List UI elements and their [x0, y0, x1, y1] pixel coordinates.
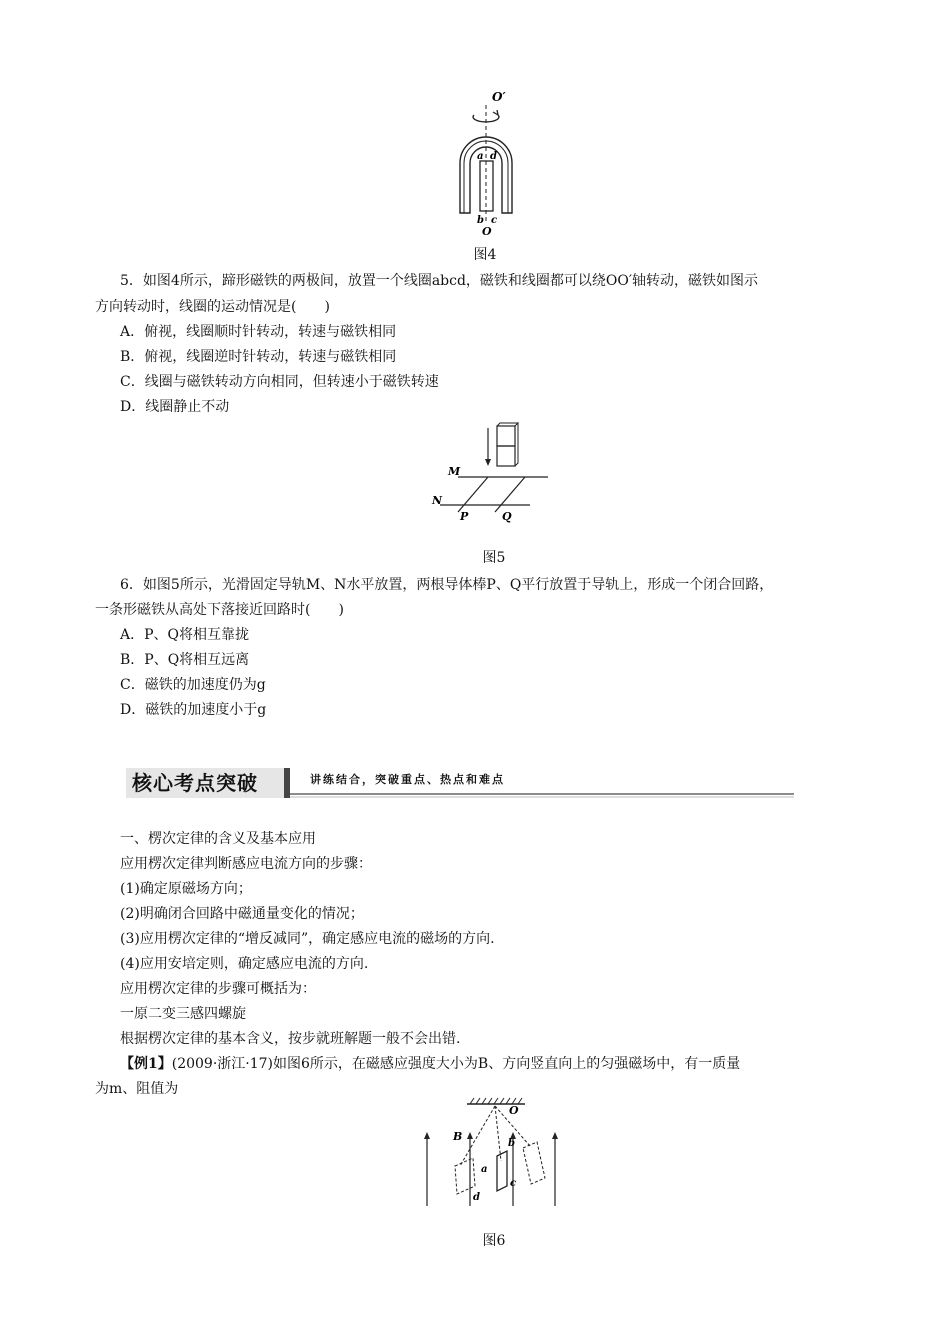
fig5-label-n: N — [432, 494, 443, 507]
fig6-label-c: c — [510, 1178, 517, 1189]
fig4-label-d: d — [490, 151, 497, 162]
section-step-2: (2)明确闭合回路中磁通量变化的情况； — [120, 906, 364, 922]
figure-4-caption: 图4 — [473, 247, 497, 263]
q5-option-b: B．俯视，线圈逆时针转动，转速与磁铁相同 — [120, 349, 397, 365]
figure-5-caption: 图5 — [482, 550, 506, 566]
q6-option-a: A．P、Q将相互靠拢 — [120, 627, 250, 643]
section-step-1: (1)确定原磁场方向； — [120, 881, 252, 897]
fig6-label-b-field: B — [453, 1130, 463, 1143]
fig5-label-q: Q — [502, 510, 512, 523]
figure-4-horseshoe-magnet — [440, 85, 530, 240]
fig5-label-m: M — [448, 465, 461, 478]
fig4-label-top: O′ — [492, 90, 506, 104]
example1-line1 — [120, 1054, 740, 1074]
q6-option-b: B．P、Q将相互远离 — [120, 652, 250, 668]
section-note: 根据楞次定律的基本含义，按步就班解题一般不会出错. — [120, 1031, 461, 1047]
figure-6-pendulum-coil — [415, 1096, 575, 1211]
fig6-label-d: d — [473, 1192, 480, 1203]
banner-subtitle: 讲练结合，突破重点、热点和难点 — [310, 773, 505, 786]
example1-tag: 【例1】 — [120, 1056, 172, 1072]
section-summary: 一原二变三感四螺旋 — [120, 1006, 246, 1022]
q5-option-a: A．俯视，线圈顺时针转动，转速与磁铁相同 — [120, 324, 397, 340]
example1-text1: (2009·浙江·17)如图6所示，在磁感应强度大小为B、方向竖直向上的匀强磁场中，有一质量 — [171, 1056, 741, 1072]
fig4-label-c: c — [491, 215, 498, 226]
fig4-label-bottom: O — [482, 225, 492, 238]
q5-stem-line2: 方向转动时，线圈的运动情况是( ) — [95, 299, 330, 315]
section-summary-intro: 应用楞次定律的步骤可概括为： — [120, 981, 316, 997]
figure-5-rails-magnet — [430, 420, 560, 525]
figure-6-caption: 图6 — [482, 1233, 506, 1249]
q6-option-d: D．磁铁的加速度小于g — [120, 702, 267, 718]
q6-stem-line1: 6．如图5所示，光滑固定导轨M、N水平放置，两根导体棒P、Q平行放置于导轨上，形成一个闭合回路， — [120, 577, 774, 593]
fig5-label-p: P — [460, 510, 469, 523]
section-intro: 应用楞次定律判断感应电流方向的步骤： — [120, 856, 372, 872]
q6-option-c: C．磁铁的加速度仍为g — [120, 677, 266, 693]
banner-title: 核心考点突破 — [132, 771, 258, 795]
q5-option-d: D．线圈静止不动 — [120, 399, 230, 415]
section-heading: 一、楞次定律的含义及基本应用 — [120, 831, 316, 847]
fig6-label-b: b — [508, 1138, 515, 1149]
fig6-label-o: O — [509, 1104, 519, 1117]
fig4-label-b: b — [477, 215, 484, 226]
example1-line2: 为m、阻值为 — [95, 1081, 179, 1097]
fig4-label-a: a — [477, 151, 484, 162]
section-step-3: (3)应用楞次定律的“增反减同”，确定感应电流的磁场的方向. — [120, 931, 495, 947]
q5-option-c: C．线圈与磁铁转动方向相同，但转速小于磁铁转速 — [120, 374, 439, 390]
fig6-label-a: a — [481, 1164, 488, 1175]
q5-stem-line1: 5．如图4所示，蹄形磁铁的两极间，放置一个线圈abcd，磁铁和线圈都可以绕OO′轴转动，磁铁如图示 — [120, 273, 759, 289]
section-step-4: (4)应用安培定则，确定感应电流的方向. — [120, 956, 369, 972]
q6-stem-line2: 一条形磁铁从高处下落接近回路时( ) — [95, 602, 344, 618]
